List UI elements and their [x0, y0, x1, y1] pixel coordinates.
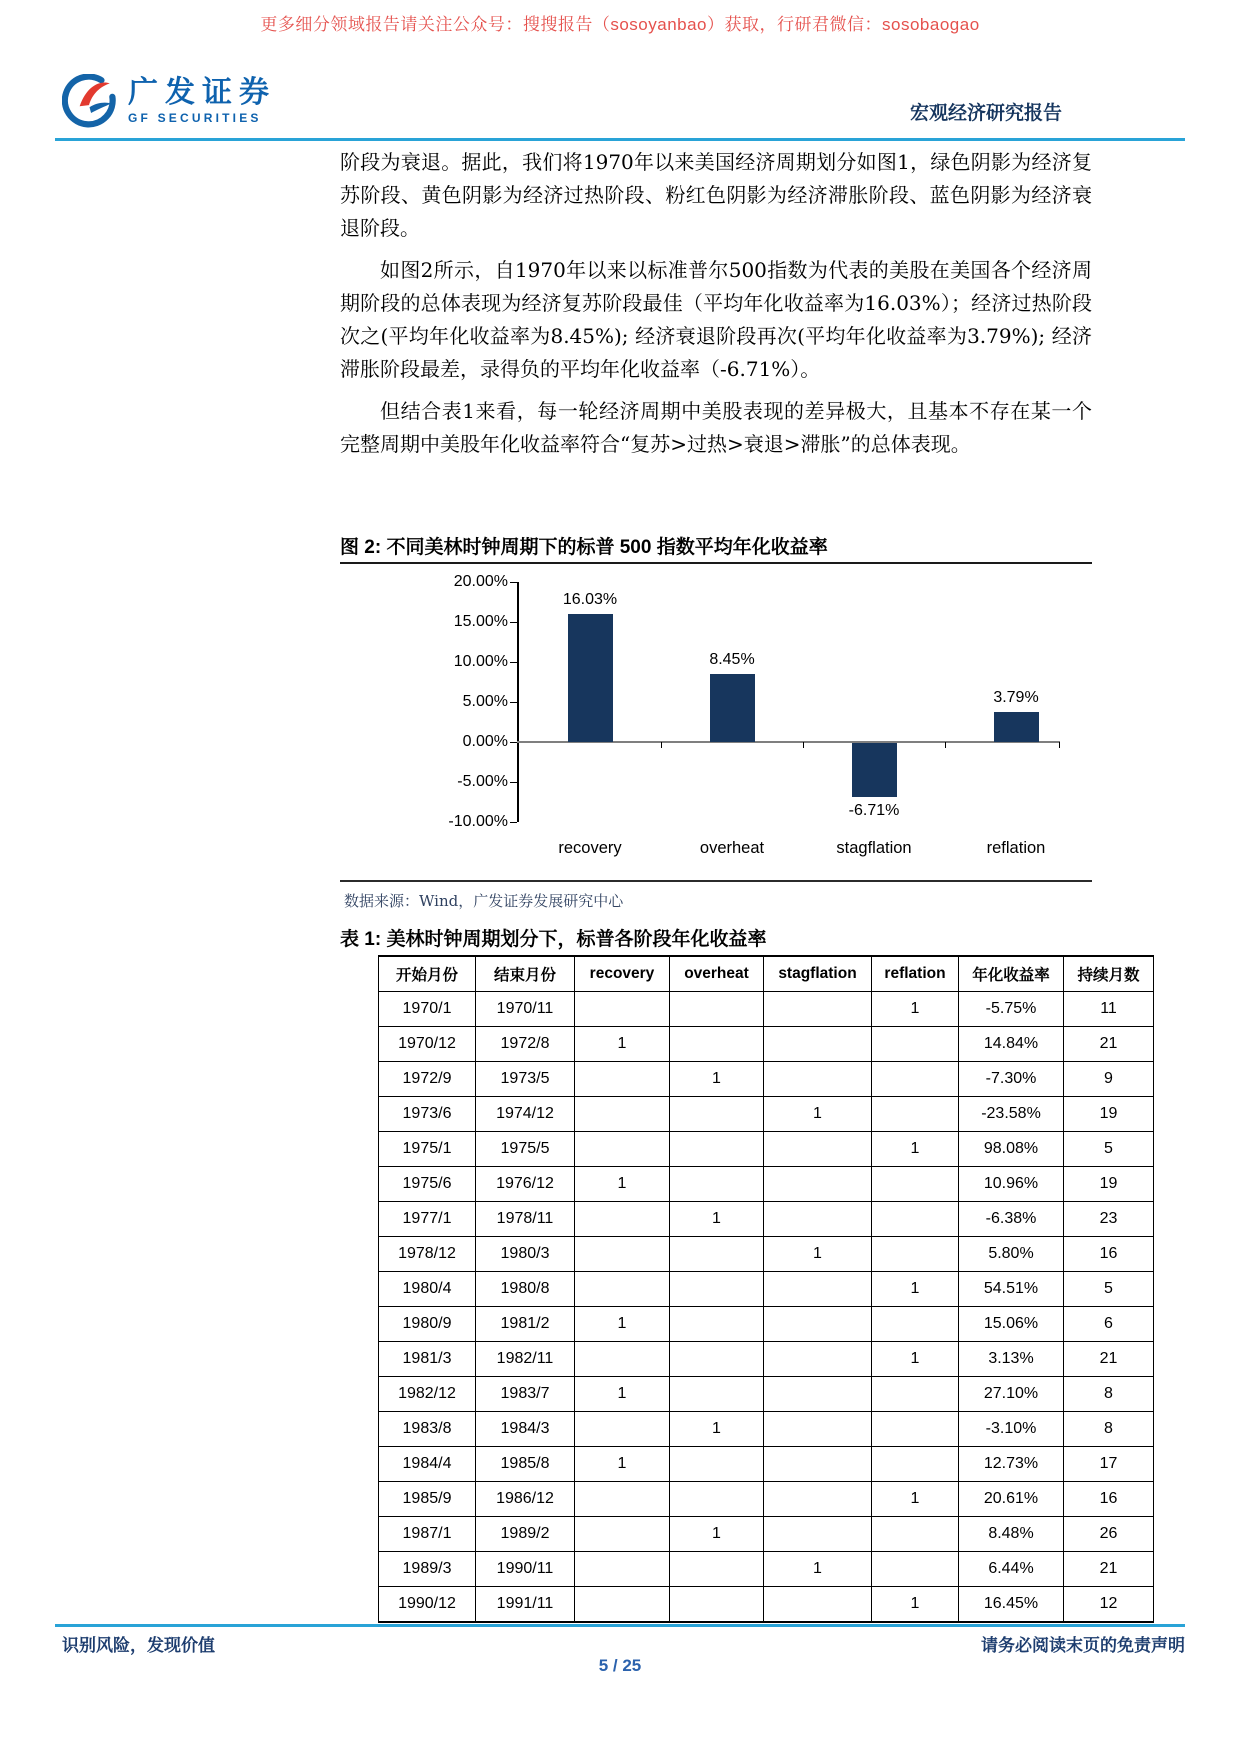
- table-cell: 1978/11: [476, 1202, 575, 1237]
- table-cell: 1984/3: [476, 1412, 575, 1447]
- table-cell: [575, 1237, 670, 1272]
- table-cell: 1970/12: [379, 1027, 476, 1062]
- table-cell: [872, 1517, 959, 1552]
- figure2-title: 图 2: 不同美林时钟周期下的标普 500 指数平均年化收益率: [340, 537, 828, 558]
- table-cell: [670, 1447, 764, 1482]
- logo-en: GF SECURITIES: [128, 110, 262, 125]
- table-cell: 1: [670, 1517, 764, 1552]
- category-label-recovery: recovery: [558, 839, 622, 857]
- table-cell: [764, 1062, 872, 1097]
- table-cell: [764, 1167, 872, 1202]
- table-cell: 21: [1064, 1342, 1154, 1377]
- y-axis-tick: [510, 582, 517, 583]
- table-cell: 1: [872, 992, 959, 1027]
- table-cell: 1: [764, 1237, 872, 1272]
- table-cell: [670, 1552, 764, 1587]
- table-cell: [670, 992, 764, 1027]
- table-cell: 1: [872, 1587, 959, 1623]
- table-cell: 8: [1064, 1377, 1154, 1412]
- table-row: [379, 1237, 1154, 1272]
- body-text: [340, 146, 1092, 470]
- table-row: [379, 1202, 1154, 1237]
- table-row: [379, 1097, 1154, 1132]
- figure2-title-rule: [340, 562, 1092, 564]
- table-cell: 1985/8: [476, 1447, 575, 1482]
- table-header-cell: stagflation: [764, 956, 872, 992]
- table-row: [379, 1062, 1154, 1097]
- page-number: 5 / 25: [598, 1656, 642, 1675]
- table-cell: [764, 1447, 872, 1482]
- table-cell: [872, 1202, 959, 1237]
- table-cell: 1: [670, 1062, 764, 1097]
- table-cell: [764, 1272, 872, 1307]
- table-cell: 1972/9: [379, 1062, 476, 1097]
- table-cell: 1975/6: [379, 1167, 476, 1202]
- table-cell: 21: [1064, 1552, 1154, 1587]
- promo-banner: 更多细分领域报告请关注公众号：搜搜报告（sosoyanbao）获取，行研君微信：sosobaogao: [260, 15, 980, 34]
- table-cell: 16: [1064, 1237, 1154, 1272]
- table-cell: [872, 1552, 959, 1587]
- table-cell: 21: [1064, 1027, 1154, 1062]
- footer-disclaimer: 请务必阅读末页的免责声明: [981, 1636, 1185, 1655]
- table-cell: [670, 1342, 764, 1377]
- table-cell: [670, 1132, 764, 1167]
- table-cell: [764, 992, 872, 1027]
- table-cell: [764, 1377, 872, 1412]
- table-cell: [764, 1412, 872, 1447]
- y-axis-tick: [510, 662, 517, 663]
- table-cell: 1991/11: [476, 1587, 575, 1623]
- table-row: [379, 1552, 1154, 1587]
- table-cell: [575, 1342, 670, 1377]
- table-cell: [872, 1377, 959, 1412]
- table-cell: 19: [1064, 1167, 1154, 1202]
- table-row: [379, 992, 1154, 1027]
- y-axis-tick: [510, 702, 517, 703]
- figure2-bar-chart: [340, 566, 1092, 866]
- table-cell: [872, 1237, 959, 1272]
- table-row: [379, 1587, 1154, 1623]
- header-divider: [55, 138, 1185, 141]
- table-cell: 54.51%: [959, 1272, 1064, 1307]
- table-cell: [575, 1062, 670, 1097]
- table-cell: -23.58%: [959, 1097, 1064, 1132]
- y-axis-tick-label: -10.00%: [448, 813, 508, 830]
- table-cell: [670, 1097, 764, 1132]
- table-cell: [575, 1587, 670, 1623]
- table-cell: 8: [1064, 1412, 1154, 1447]
- table-cell: [670, 1587, 764, 1623]
- table-cell: 1: [575, 1307, 670, 1342]
- table-cell: [872, 1027, 959, 1062]
- table-cell: 1984/4: [379, 1447, 476, 1482]
- category-label-overheat: overheat: [699, 839, 765, 857]
- bar-stagflation: [852, 743, 897, 797]
- table-cell: 1985/9: [379, 1482, 476, 1517]
- table-cell: 8.48%: [959, 1517, 1064, 1552]
- table-cell: [764, 1307, 872, 1342]
- bar-value-label: 8.45%: [709, 651, 755, 669]
- table-cell: 1: [872, 1132, 959, 1167]
- table-cell: 15.06%: [959, 1307, 1064, 1342]
- gf-logo-icon: [62, 74, 116, 128]
- table-cell: [764, 1202, 872, 1237]
- y-axis-tick-label: 0.00%: [462, 733, 508, 750]
- table-cell: -7.30%: [959, 1062, 1064, 1097]
- table-cell: [670, 1482, 764, 1517]
- table-cell: 1980/4: [379, 1272, 476, 1307]
- table-header-cell: recovery: [575, 956, 670, 992]
- table1-title: 表 1: 美林时钟周期划分下，标普各阶段年化收益率: [340, 929, 767, 950]
- table-cell: [872, 1167, 959, 1202]
- y-axis-tick-label: 15.00%: [453, 613, 508, 630]
- table-cell: 1: [575, 1027, 670, 1062]
- table-cell: [764, 1342, 872, 1377]
- table-header-cell: overheat: [670, 956, 764, 992]
- table-cell: 1982/11: [476, 1342, 575, 1377]
- table-cell: [575, 1202, 670, 1237]
- table-row: [379, 1412, 1154, 1447]
- table-row: [379, 1272, 1154, 1307]
- table-cell: [764, 1587, 872, 1623]
- bar-value-label: 3.79%: [993, 688, 1039, 706]
- table-cell: [872, 1447, 959, 1482]
- table-cell: 1: [575, 1377, 670, 1412]
- table-cell: 5.80%: [959, 1237, 1064, 1272]
- table-cell: 19: [1064, 1097, 1154, 1132]
- x-axis-tick: [1059, 742, 1060, 748]
- table-cell: 1989/3: [379, 1552, 476, 1587]
- y-axis-tick-label: 5.00%: [462, 693, 508, 710]
- table-cell: [872, 1307, 959, 1342]
- paragraph: 如图2所示，自1970年以来以标准普尔500指数为代表的美股在美国各个经济周期阶段的总体表现为经济复苏阶段最佳（平均年化收益率为16.03%）；经济过热阶段次之(平均年化收益率为8.45%); 经济衰退阶段再次(平均年化收益率为3.79%); 经济滞胀阶段最差，录得负的平均年化收益率（-6.71%）。: [340, 258, 1092, 381]
- gf-securities-logo: [62, 74, 276, 128]
- table-cell: 5: [1064, 1272, 1154, 1307]
- bar-overheat: [710, 674, 755, 742]
- table-cell: 23: [1064, 1202, 1154, 1237]
- table-cell: 1: [575, 1167, 670, 1202]
- table-cell: [575, 1517, 670, 1552]
- table-cell: 1973/6: [379, 1097, 476, 1132]
- table-cell: 1978/12: [379, 1237, 476, 1272]
- table-cell: [764, 1132, 872, 1167]
- bar-value-label: 16.03%: [562, 590, 618, 608]
- bar-value-label: -6.71%: [848, 801, 900, 819]
- table-cell: 1975/5: [476, 1132, 575, 1167]
- table-row: [379, 1447, 1154, 1482]
- table-cell: 1981/3: [379, 1342, 476, 1377]
- table-cell: 1: [670, 1412, 764, 1447]
- table-cell: 1: [575, 1447, 670, 1482]
- table-row: [379, 1167, 1154, 1202]
- paragraph: 阶段为衰退。据此，我们将1970年以来美国经济周期划分如图1，绿色阴影为经济复苏阶段、黄色阴影为经济过热阶段、粉红色阴影为经济滞胀阶段、蓝色阴影为经济衰退阶段。: [340, 150, 1092, 240]
- table-cell: 10.96%: [959, 1167, 1064, 1202]
- y-axis-tick-label: 20.00%: [453, 573, 508, 590]
- table-cell: 1972/8: [476, 1027, 575, 1062]
- table-cell: 1983/7: [476, 1377, 575, 1412]
- table-cell: 1: [872, 1482, 959, 1517]
- table-cell: 1987/1: [379, 1517, 476, 1552]
- bar-reflation: [994, 712, 1039, 742]
- table-cell: [575, 1412, 670, 1447]
- logo-cn: 广发证券: [128, 75, 276, 109]
- footer-slogan: 识别风险，发现价值: [62, 1636, 215, 1655]
- footer-divider: [55, 1624, 1185, 1627]
- figure2-source-rule: [340, 880, 1092, 882]
- table-cell: [670, 1307, 764, 1342]
- table-cell: 1: [670, 1202, 764, 1237]
- table-cell: [575, 1097, 670, 1132]
- table-cell: [670, 1027, 764, 1062]
- table-cell: 16.45%: [959, 1587, 1064, 1623]
- table-cell: 1980/8: [476, 1272, 575, 1307]
- table-cell: 6.44%: [959, 1552, 1064, 1587]
- y-axis: [517, 582, 519, 822]
- table-cell: 1990/12: [379, 1587, 476, 1623]
- category-label-stagflation: stagflation: [836, 839, 912, 857]
- table-cell: 17: [1064, 1447, 1154, 1482]
- table-header-cell: 结束月份: [476, 956, 575, 992]
- table-cell: 1983/8: [379, 1412, 476, 1447]
- table-cell: 16: [1064, 1482, 1154, 1517]
- y-axis-tick: [510, 782, 517, 783]
- paragraph: 但结合表1来看，每一轮经济周期中美股表现的差异极大，且基本不存在某一个完整周期中美股年化收益率符合“复苏>过热>衰退>滞胀”的总体表现。: [340, 399, 1092, 456]
- table-cell: 1976/12: [476, 1167, 575, 1202]
- bar-recovery: [568, 614, 613, 742]
- table-cell: [575, 1132, 670, 1167]
- x-axis-tick: [945, 742, 946, 748]
- figure2-data-source: 数据来源：Wind，广发证券发展研究中心: [344, 892, 624, 910]
- category-label-reflation: reflation: [986, 839, 1046, 857]
- table-cell: [575, 1482, 670, 1517]
- table-cell: [575, 992, 670, 1027]
- table-header-cell: reflation: [872, 956, 959, 992]
- table-cell: [872, 1412, 959, 1447]
- table-row: [379, 1307, 1154, 1342]
- table-cell: 1: [764, 1097, 872, 1132]
- table-cell: 11: [1064, 992, 1154, 1027]
- x-axis-tick: [661, 742, 662, 748]
- table-cell: [764, 1027, 872, 1062]
- table-cell: -5.75%: [959, 992, 1064, 1027]
- table-cell: 27.10%: [959, 1377, 1064, 1412]
- table-row: [379, 1482, 1154, 1517]
- table-cell: 20.61%: [959, 1482, 1064, 1517]
- table-cell: [670, 1272, 764, 1307]
- table-cell: [670, 1167, 764, 1202]
- x-axis-tick: [803, 742, 804, 748]
- table-cell: 5: [1064, 1132, 1154, 1167]
- table-row: [379, 1027, 1154, 1062]
- table-cell: 1980/9: [379, 1307, 476, 1342]
- table-cell: 9: [1064, 1062, 1154, 1097]
- logo-text: [128, 75, 276, 125]
- y-axis-tick: [510, 742, 517, 743]
- table-cell: 1: [764, 1552, 872, 1587]
- table-cell: 3.13%: [959, 1342, 1064, 1377]
- table-cell: 26: [1064, 1517, 1154, 1552]
- table-cell: -6.38%: [959, 1202, 1064, 1237]
- table-header-cell: 持续月数: [1064, 956, 1154, 992]
- table-cell: 1975/1: [379, 1132, 476, 1167]
- table-cell: 1974/12: [476, 1097, 575, 1132]
- table-cell: 1990/11: [476, 1552, 575, 1587]
- table1: [378, 955, 1154, 1623]
- table-cell: [575, 1552, 670, 1587]
- table-row: [379, 1377, 1154, 1412]
- table-cell: 6: [1064, 1307, 1154, 1342]
- table-cell: 14.84%: [959, 1027, 1064, 1062]
- table-cell: 1970/11: [476, 992, 575, 1027]
- table-cell: 98.08%: [959, 1132, 1064, 1167]
- y-axis-tick-label: 10.00%: [453, 653, 508, 670]
- table-cell: 12.73%: [959, 1447, 1064, 1482]
- table-cell: [872, 1097, 959, 1132]
- table-cell: [764, 1517, 872, 1552]
- table-cell: 1982/12: [379, 1377, 476, 1412]
- table-cell: 12: [1064, 1587, 1154, 1623]
- table-cell: [670, 1237, 764, 1272]
- table-cell: 1980/3: [476, 1237, 575, 1272]
- table-cell: [764, 1482, 872, 1517]
- y-axis-tick-label: -5.00%: [457, 773, 508, 790]
- table-cell: [872, 1062, 959, 1097]
- table-cell: 1989/2: [476, 1517, 575, 1552]
- table-row: [379, 1132, 1154, 1167]
- table-cell: 1986/12: [476, 1482, 575, 1517]
- table-row: [379, 1517, 1154, 1552]
- table-cell: -3.10%: [959, 1412, 1064, 1447]
- table-cell: 1970/1: [379, 992, 476, 1027]
- table-cell: 1973/5: [476, 1062, 575, 1097]
- table-cell: [670, 1377, 764, 1412]
- table-cell: [575, 1272, 670, 1307]
- table-cell: 1: [872, 1342, 959, 1377]
- table-cell: 1981/2: [476, 1307, 575, 1342]
- table-header-cell: 开始月份: [379, 956, 476, 992]
- report-type-title: 宏观经济研究报告: [909, 103, 1062, 124]
- table-row: [379, 1342, 1154, 1377]
- table-cell: 1977/1: [379, 1202, 476, 1237]
- table-header-cell: 年化收益率: [959, 956, 1064, 992]
- y-axis-tick: [510, 622, 517, 623]
- table-cell: 1: [872, 1272, 959, 1307]
- y-axis-tick: [510, 822, 517, 823]
